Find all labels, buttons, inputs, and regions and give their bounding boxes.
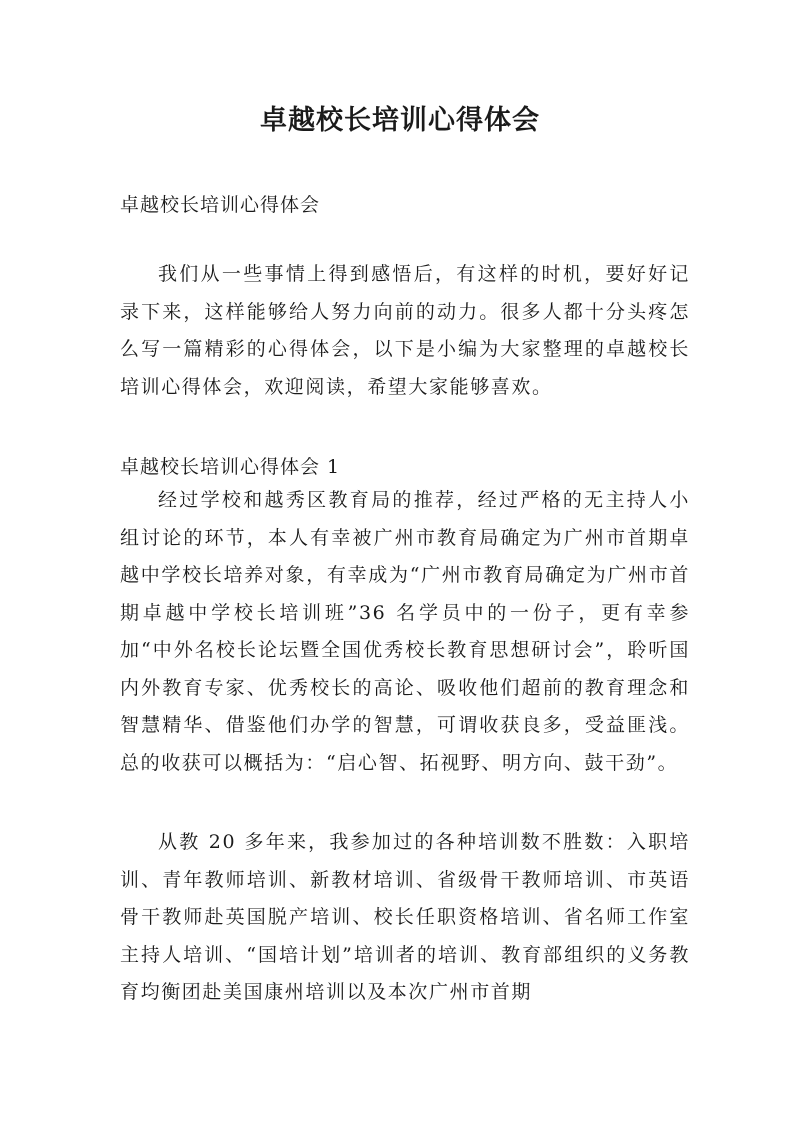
intro-paragraph: 我们从一些事情上得到感悟后，有这样的时机，要好好记录下来，这样能够给人努力向前的动力。很多人都十分头疼怎么写一篇精彩的心得体会，以下是小编为大家整理的卓越校长培训心得体会，欢迎阅读，希望大家能够喜欢。 [120,263,690,398]
section-heading: 卓越校长培训心得体会 1 [120,456,341,478]
body-paragraph: 经过学校和越秀区教育局的推荐，经过严格的无主持人小组讨论的环节，本人有幸被广州市教育局确定为广州市首期卓越中学校长培养对象，有幸成为“广州市教育局确定为广州市首期卓越中学校长培训班”36 名学员中的一份子，更有幸参加“中外名校长论坛暨全国优秀校长教育思想研讨会”，聆听国内外教育专家、优秀校长的高论、吸收他们超前的教育理念和智慧精华、借鉴他们办学的智慧，可谓收获良多，受益匪浅。总的收获可以概括为：“启心智、拓视野、明方向、鼓干劲”。 [120,489,690,774]
body-paragraph: 从教 20 多年来，我参加过的各种培训数不胜数：入职培训、青年教师培训、新教材培训、省级骨干教师培训、市英语骨干教师赴英国脱产培训、校长任职资格培训、省名师工作室主持人培训、“国培计划”培训者的培训、教育部组织的义务教育均衡团赴美国康州培训以及本次广州市首期 [120,831,690,1003]
document-subtitle: 卓越校长培训心得体会 [120,194,321,216]
document-title: 卓越校长培训心得体会 [260,105,540,136]
